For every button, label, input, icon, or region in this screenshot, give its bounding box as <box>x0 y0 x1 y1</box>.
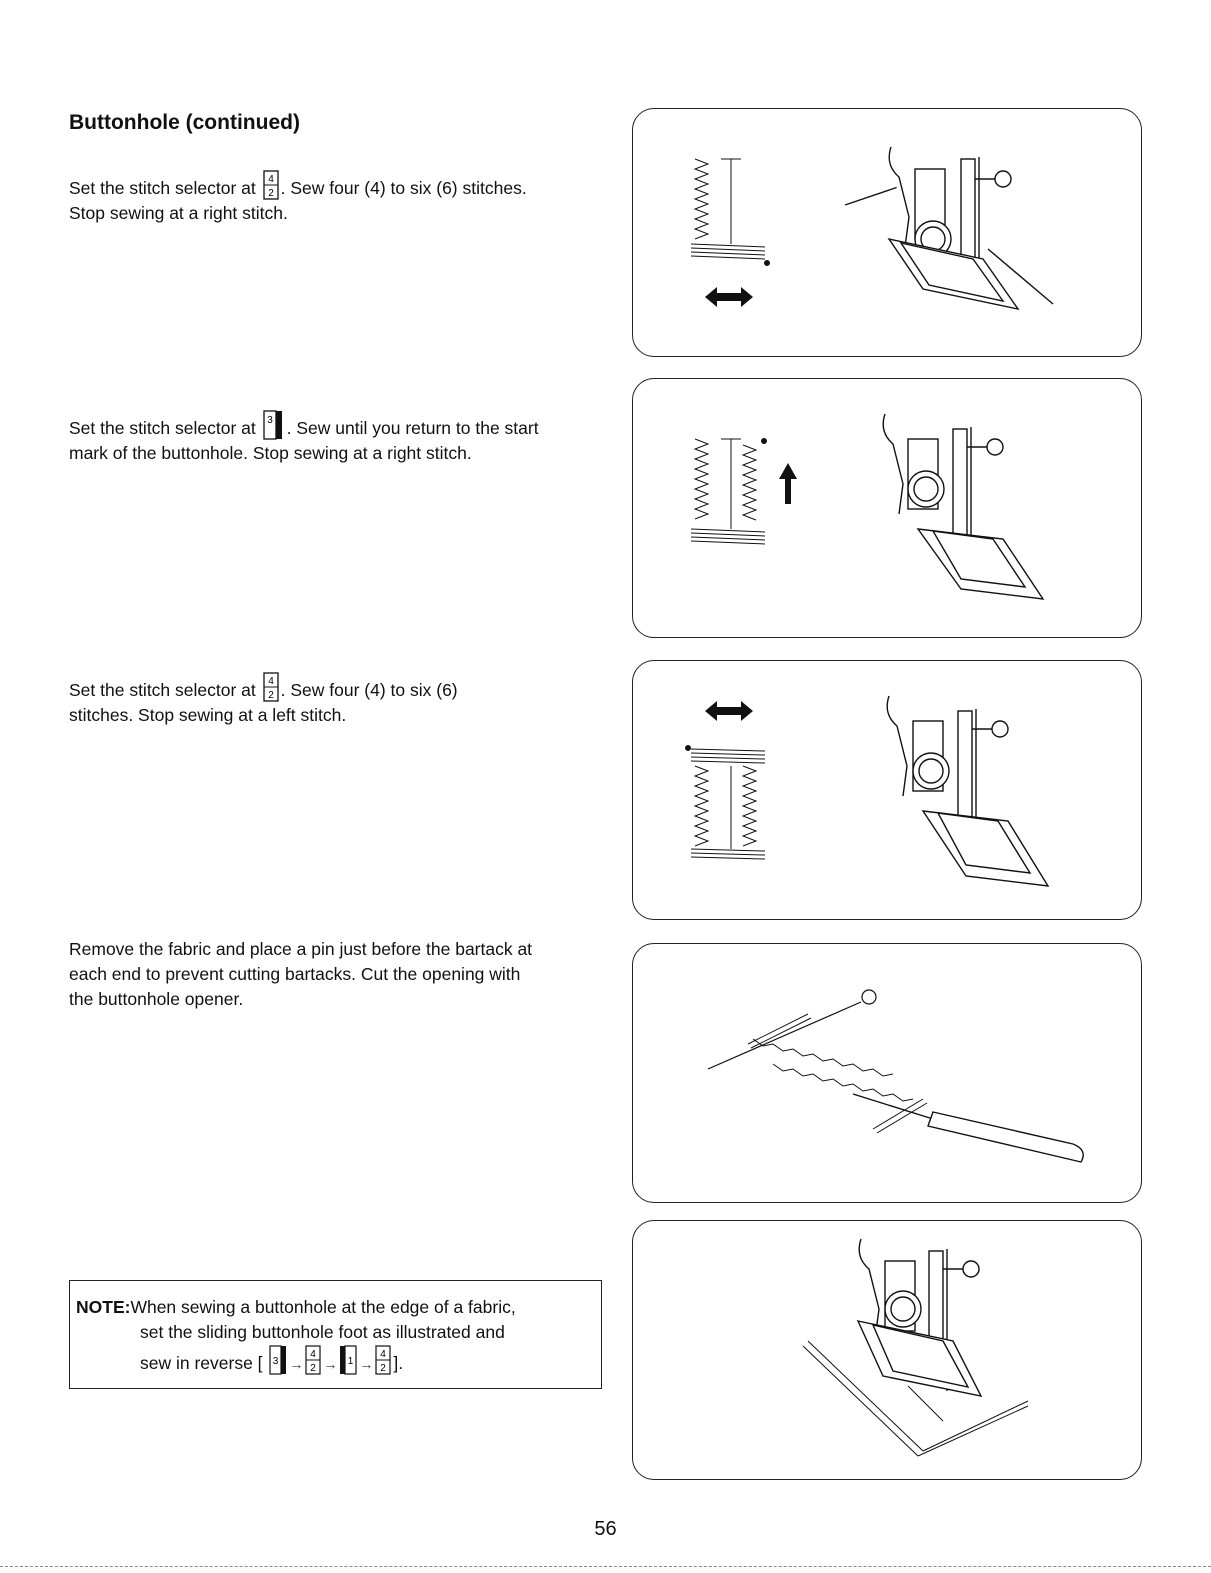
illustration-panel-5 <box>632 1220 1142 1480</box>
arrow-icon: → <box>323 1356 338 1372</box>
step-4-line-3: the buttonhole opener. <box>69 989 244 1009</box>
step-1-text <box>69 170 614 226</box>
svg-text:2: 2 <box>267 188 274 199</box>
arrow-icon: → <box>289 1356 304 1372</box>
horizontal-double-arrow-icon <box>705 701 753 721</box>
sew-left-bartack-illustration <box>633 109 1141 356</box>
svg-text:2: 2 <box>380 1363 387 1374</box>
svg-text:4: 4 <box>310 1349 317 1360</box>
stitch-selector-42-icon <box>375 1345 391 1375</box>
cut-opening-illustration <box>633 944 1141 1202</box>
svg-text:1: 1 <box>348 1356 354 1367</box>
step-3-lead: Set the stitch selector at <box>69 680 256 700</box>
step-3-text <box>69 672 614 728</box>
svg-text:3: 3 <box>266 415 273 426</box>
step-2-text <box>69 410 614 466</box>
stitch-diagram <box>691 439 767 545</box>
up-arrow-icon <box>779 463 797 504</box>
note-sequence-close: ]. <box>393 1353 404 1373</box>
step-2-instruction: . Sew until you return to the start <box>286 418 539 438</box>
illustration-panel-4 <box>632 943 1142 1203</box>
illustration-panel-2 <box>632 378 1142 638</box>
svg-text:4: 4 <box>380 1349 387 1360</box>
note-line-2: set the sliding buttonhole foot as illustrated and <box>140 1322 505 1342</box>
buttonhole-foot-icon <box>845 147 1053 309</box>
step-4-line-2: each end to prevent cutting bartacks. Cut the opening with <box>69 964 521 984</box>
sew-right-bartack-illustration <box>633 661 1141 919</box>
step-1-lead: Set the stitch selector at <box>69 178 256 198</box>
step-1-instruction: . Sew four (4) to six (6) stitches. <box>280 178 527 198</box>
horizontal-double-arrow-icon <box>705 287 753 307</box>
step-4-line-1: Remove the fabric and place a pin just before the bartack at <box>69 939 533 959</box>
stitch-diagram <box>691 159 770 266</box>
stitch-selector-3-icon <box>269 1345 287 1375</box>
step-3-line-2: stitches. Stop sewing at a left stitch. <box>69 705 347 725</box>
illustration-panel-3 <box>632 660 1142 920</box>
stitch-selector-3-icon <box>263 410 285 440</box>
page-number: 56 <box>594 1518 617 1540</box>
stitch-selector-1-icon <box>339 1345 357 1375</box>
svg-text:4: 4 <box>267 174 274 185</box>
step-4-text <box>69 937 614 1012</box>
note-line-1: When sewing a buttonhole at the edge of a fabric, <box>130 1297 516 1317</box>
stitch-diagram <box>686 746 766 860</box>
buttonhole-foot-icon <box>883 414 1043 599</box>
buttonhole-foot-icon <box>887 696 1048 886</box>
note-box <box>69 1280 602 1389</box>
sew-right-row-illustration <box>633 379 1141 637</box>
page-bottom-rule <box>0 1566 1211 1567</box>
note-label: NOTE: <box>76 1297 131 1317</box>
buttonhole-opener-icon <box>853 1094 1083 1162</box>
buttonhole-foot-icon <box>858 1239 981 1396</box>
svg-text:2: 2 <box>267 690 274 701</box>
fabric-edge-illustration <box>633 1221 1141 1479</box>
svg-text:2: 2 <box>310 1363 317 1374</box>
step-2-line-2: mark of the buttonhole. Stop sewing at a right stitch. <box>69 443 472 463</box>
note-line-3 <box>76 1345 593 1377</box>
illustration-panel-1 <box>632 108 1142 357</box>
buttonhole-stitches <box>748 1014 927 1133</box>
step-1-line-2: Stop sewing at a right stitch. <box>69 203 288 223</box>
note-sequence-open: sew in reverse [ <box>140 1353 263 1373</box>
svg-text:3: 3 <box>273 1356 279 1367</box>
stitch-selector-42-icon <box>263 170 279 200</box>
step-3-instruction: . Sew four (4) to six (6) <box>280 680 458 700</box>
arrow-icon: → <box>359 1356 374 1372</box>
stitch-selector-42-icon <box>263 672 279 702</box>
svg-text:4: 4 <box>267 676 274 687</box>
step-2-lead: Set the stitch selector at <box>69 418 256 438</box>
stitch-selector-42-icon <box>305 1345 321 1375</box>
section-title: Buttonhole (continued) <box>69 111 300 134</box>
pin-icon <box>708 990 876 1069</box>
